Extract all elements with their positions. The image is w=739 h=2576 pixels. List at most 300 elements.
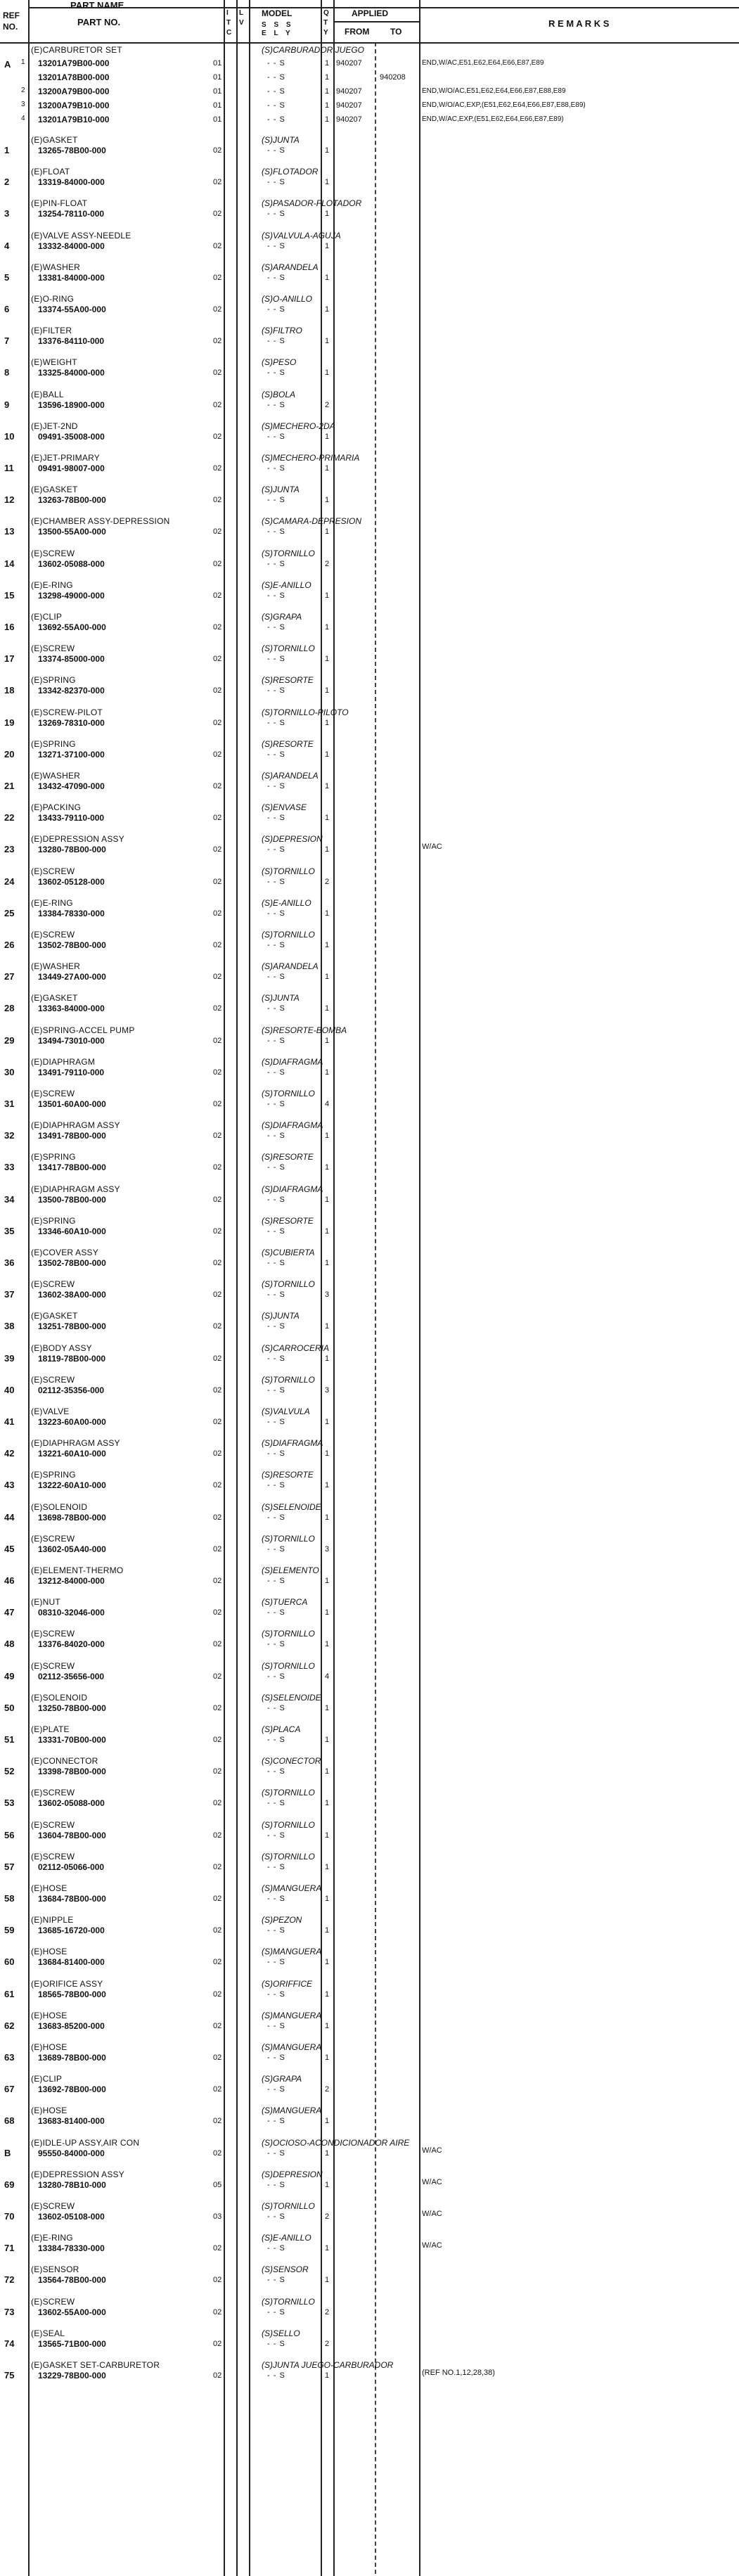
model-value: - - S: [267, 623, 285, 632]
table-row: [0, 2104, 739, 2134]
part-number: 13432-47090-000: [38, 781, 105, 791]
table-row: [0, 1564, 739, 1594]
model-value: - - S: [267, 1703, 285, 1712]
ref-number: 35: [4, 1225, 15, 1236]
table-row: [0, 1024, 739, 1053]
itc-value: 02: [213, 1989, 222, 1999]
itc-value: 01: [213, 87, 222, 96]
itc-value: 02: [213, 1226, 222, 1236]
spanish-name: (S)CUBIERTA: [262, 1248, 315, 1257]
qty-value: 1: [325, 718, 330, 727]
model-value: - - S: [267, 87, 285, 96]
itc-value: 02: [213, 2244, 222, 2253]
model-value: - - S: [267, 1577, 285, 1585]
spanish-name: (S)RESORTE: [262, 675, 314, 686]
part-name: (E)SPRING: [31, 1215, 76, 1226]
spanish-name: (S)ARANDELA: [262, 961, 319, 972]
part-name: (E)SPRING-ACCEL PUMP: [31, 1025, 135, 1035]
qty-value: 4: [325, 1100, 330, 1108]
table-row: [0, 2263, 739, 2293]
part-name: (E)SCREW: [31, 2296, 75, 2307]
itc-value: 02: [213, 1958, 222, 1967]
part-name: (E)DIAPHRAGM ASSY: [31, 1438, 120, 1449]
part-name: (E)SCREW: [31, 930, 75, 940]
spanish-name: (S)O-ANILLO: [262, 294, 313, 304]
table-row: [0, 674, 739, 703]
table-row: [0, 1850, 739, 1880]
part-number: 13602-05088-000: [38, 558, 105, 569]
spanish-name: (S)TORNILLO: [262, 1788, 315, 1798]
model-value: - - S: [267, 1672, 285, 1681]
spanish-name: (S)SELENOIDE: [262, 1501, 321, 1512]
table-row: [0, 2136, 739, 2166]
part-number: 08310-32046-000: [38, 1608, 105, 1618]
model-value: - - S: [267, 59, 285, 68]
part-number: 13374-85000-000: [38, 654, 105, 665]
model-value: - - S: [267, 1767, 285, 1776]
part-name: (E)SCREW: [31, 1660, 75, 1671]
table-row: [0, 134, 739, 163]
ref-number: 44: [4, 1511, 15, 1523]
itc-value: 02: [213, 210, 222, 219]
itc-value: 02: [213, 1036, 222, 1045]
part-number: 02112-35356-000: [38, 1385, 105, 1395]
itc-value: 02: [213, 655, 222, 664]
model-value: - - S: [267, 400, 285, 409]
ref-number: 33: [4, 1162, 15, 1173]
part-name: (E)ELEMENT-THERMO: [31, 1565, 124, 1575]
qty-value: 1: [325, 1004, 330, 1013]
itc-value: 02: [213, 718, 222, 727]
part-name: (E)FLOAT: [31, 167, 70, 177]
part-number: 18565-78B00-000: [38, 1989, 106, 1999]
ref-number: 8: [4, 367, 10, 378]
table-row: [0, 865, 739, 895]
ref-number: 73: [4, 2306, 15, 2317]
itc-value: 02: [213, 814, 222, 823]
applied-to: 940208: [380, 73, 406, 82]
ref-number: 9: [4, 399, 10, 410]
model-value: - - S: [267, 1926, 285, 1935]
table-row: [0, 1468, 739, 1498]
part-name-heading: PART NAME: [70, 0, 124, 11]
itc-value: 02: [213, 527, 222, 537]
model-value: - - S: [267, 941, 285, 949]
table-row: [0, 1691, 739, 1721]
carb-set-line: [0, 56, 739, 70]
model-value: - - S: [267, 1513, 285, 1522]
part-name: (E)SPRING: [31, 1470, 76, 1480]
itc-value: 02: [213, 1290, 222, 1300]
spanish-name: (S)ORIFFICE: [262, 1978, 312, 1989]
qty-value: 3: [325, 1385, 330, 1395]
table-row: [0, 1532, 739, 1562]
part-number: 13698-78B00-000: [38, 1512, 106, 1523]
qty-value: 1: [325, 369, 330, 378]
part-number: 13565-71B00-000: [38, 2338, 106, 2349]
qty-value: 3: [325, 1544, 330, 1553]
qty-value: 1: [325, 305, 330, 314]
spanish-name: (S)JUNTA: [262, 1311, 300, 1321]
table-row: [0, 1596, 739, 1625]
model-value: - - S: [267, 1831, 285, 1840]
part-number: 13200A79B00-000: [38, 86, 110, 96]
itc-heading: I T C: [226, 9, 232, 37]
qty-value: 1: [325, 2148, 330, 2158]
itc-value: 02: [213, 2339, 222, 2348]
part-number: 13280-78B10-000: [38, 2179, 106, 2190]
qty-value: 1: [325, 1163, 330, 1172]
qty-value: 1: [325, 623, 330, 632]
part-number: 13346-60A10-000: [38, 1226, 106, 1236]
part-number: 13689-78B00-000: [38, 2053, 106, 2063]
part-no-heading: PART NO.: [77, 17, 121, 27]
applied-from: 940207: [336, 115, 362, 124]
ref-number: 50: [4, 1702, 15, 1713]
spanish-name: (S)VALVULA: [262, 1406, 310, 1416]
ref-number: 25: [4, 907, 15, 918]
itc-value: 02: [213, 369, 222, 378]
itc-value: 02: [213, 2148, 222, 2158]
ref-number: 71: [4, 2243, 15, 2254]
ref-number: 39: [4, 1352, 15, 1364]
model-value: - - S: [267, 1163, 285, 1172]
spanish-name: (S)SENSOR: [262, 2264, 309, 2275]
ref-number: 53: [4, 1798, 15, 1809]
qty-value: 1: [325, 973, 330, 982]
part-number: 13331-70B00-000: [38, 1735, 106, 1745]
itc-value: 02: [213, 1672, 222, 1681]
qty-value: 1: [325, 2276, 330, 2285]
itc-value: 05: [213, 2180, 222, 2189]
part-name: (E)E-RING: [31, 897, 73, 908]
part-name: (E)PIN-FLOAT: [31, 198, 88, 209]
model-value: - - S: [267, 1862, 285, 1871]
part-number: 13449-27A00-000: [38, 972, 106, 982]
part-number: 13685-16720-000: [38, 1925, 105, 1936]
qty-value: 2: [325, 400, 330, 409]
part-number: 13502-78B00-000: [38, 940, 106, 950]
table-row: [0, 451, 739, 481]
itc-value: 02: [213, 2053, 222, 2062]
part-number: 13271-37100-000: [38, 749, 105, 760]
spanish-name: (S)TORNILLO: [262, 548, 315, 558]
table-row: [0, 1342, 739, 1371]
from-heading: FROM: [345, 27, 370, 37]
qty-value: 1: [325, 1703, 330, 1712]
table-row: [0, 420, 739, 449]
part-number: 13602-05088-000: [38, 1798, 105, 1809]
model-heading: MODEL: [262, 8, 293, 18]
itc-value: 02: [213, 1385, 222, 1395]
qty-value: 1: [325, 814, 330, 823]
ref-number: 72: [4, 2274, 15, 2286]
itc-value: 02: [213, 1895, 222, 1903]
itc-value: 02: [213, 623, 222, 632]
itc-value: 02: [213, 1577, 222, 1585]
model-value: - - S: [267, 1290, 285, 1300]
qty-value: 1: [325, 273, 330, 282]
qty-value: 1: [325, 241, 330, 250]
part-name: (E)SCREW: [31, 643, 75, 654]
part-number: 13265-78B00-000: [38, 146, 106, 155]
ref-number: 29: [4, 1034, 15, 1046]
table-row: [0, 1819, 739, 1848]
part-number: 13325-84000-000: [38, 368, 105, 378]
model-value: - - S: [267, 1799, 285, 1808]
itc-value: 03: [213, 2212, 222, 2221]
spanish-name: (S)MECHERO-2DA: [262, 421, 335, 431]
part-number: 13491-78B00-000: [38, 1131, 106, 1141]
model-value: - - S: [267, 591, 285, 600]
remarks-value: W/AC: [422, 2177, 442, 2186]
itc-value: 02: [213, 1640, 222, 1649]
ref-number: 49: [4, 1670, 15, 1681]
part-name: (E)SPRING: [31, 1152, 76, 1162]
model-value: - - S: [267, 1608, 285, 1617]
spanish-name: (S)DIAFRAGMA: [262, 1184, 323, 1194]
carb-set-spanish: (S)CARBURADOR JUEGO: [262, 45, 365, 55]
ref-number: 57: [4, 1861, 15, 1872]
ref-number: 6: [4, 304, 10, 314]
model-value: - - S: [267, 241, 285, 250]
table-row: [0, 2295, 739, 2325]
spanish-name: (S)SELENOIDE: [262, 1692, 321, 1703]
itc-value: 02: [213, 591, 222, 600]
model-value: - - S: [267, 1036, 285, 1045]
qty-value: 1: [325, 2371, 330, 2380]
part-name: (E)SOLENOID: [31, 1501, 88, 1512]
table-row: [0, 738, 739, 767]
qty-value: 1: [325, 115, 330, 124]
ref-number: 75: [4, 2370, 15, 2380]
remarks-heading: R E M A R K S: [548, 18, 610, 29]
model-value: - - S: [267, 527, 285, 537]
model-value: - - S: [267, 750, 285, 759]
qty-value: 1: [325, 1608, 330, 1617]
itc-value: 01: [213, 59, 222, 68]
qty-value: 2: [325, 877, 330, 886]
model-value: - - S: [267, 1989, 285, 1999]
model-value: - - S: [267, 369, 285, 378]
remarks-value: W/AC: [422, 842, 442, 852]
qty-value: 1: [325, 750, 330, 759]
part-number: 13201A79B10-000: [38, 115, 110, 124]
qty-value: 1: [325, 73, 330, 82]
itc-value: 02: [213, 1354, 222, 1363]
qty-value: 1: [325, 941, 330, 949]
ref-number: 46: [4, 1575, 15, 1586]
part-name: (E)CHAMBER ASSY-DEPRESSION: [31, 516, 170, 527]
part-name: (E)HOSE: [31, 2106, 68, 2116]
part-name: (E)COVER ASSY: [31, 1248, 98, 1257]
ref-number: 20: [4, 748, 15, 760]
qty-value: 1: [325, 1895, 330, 1903]
qty-value: 1: [325, 591, 330, 600]
spanish-name: (S)CAMARA-DEPRESION: [262, 516, 362, 527]
part-name: (E)CONNECTOR: [31, 1756, 98, 1767]
part-number: 13602-55A00-000: [38, 2307, 106, 2317]
itc-value: 02: [213, 1163, 222, 1172]
spanish-name: (S)TORNILLO: [262, 1533, 315, 1544]
qty-value: 1: [325, 1767, 330, 1776]
spanish-name: (S)TORNILLO: [262, 930, 315, 940]
ref-number: 7: [4, 335, 10, 347]
model-value: - - S: [267, 2371, 285, 2380]
part-name: (E)SOLENOID: [31, 1692, 88, 1703]
qty-value: 1: [325, 1513, 330, 1522]
carb-set-name: (E)CARBURETOR SET: [31, 45, 122, 55]
part-number: 95550-84000-000: [38, 2148, 105, 2158]
part-name: (E)SCREW: [31, 2201, 75, 2211]
itc-value: 02: [213, 241, 222, 250]
itc-value: 02: [213, 146, 222, 155]
model-value: - - S: [267, 464, 285, 473]
part-number: 13683-81400-000: [38, 2116, 105, 2127]
itc-value: 02: [213, 1195, 222, 1204]
qty-value: 1: [325, 178, 330, 187]
remarks-value: W/AC: [422, 2241, 442, 2250]
spanish-name: (S)E-ANILLO: [262, 2233, 311, 2243]
table-row: [0, 2009, 739, 2039]
model-value: - - S: [267, 1418, 285, 1426]
model-value: - - S: [267, 73, 285, 82]
qty-value: 1: [325, 1068, 330, 1077]
spanish-name: (S)PESO: [262, 357, 297, 368]
spanish-name: (S)DEPRESION: [262, 2169, 323, 2179]
qty-value: 1: [325, 1736, 330, 1744]
spanish-name: (S)GRAPA: [262, 2074, 302, 2084]
qty-value: 1: [325, 1449, 330, 1459]
spanish-name: (S)TORNILLO: [262, 2296, 315, 2307]
table-row: [0, 1723, 739, 1752]
model-value: - - S: [267, 146, 285, 155]
ref-number: 42: [4, 1448, 15, 1459]
table-row: [0, 1882, 739, 1911]
applied-from: 940207: [336, 59, 362, 68]
remarks-value: (REF NO.1,12,28,38): [422, 2369, 495, 2377]
spanish-name: (S)CONECTOR: [262, 1756, 321, 1767]
part-number: 13596-18900-000: [38, 399, 105, 410]
carb-set-line: [0, 98, 739, 113]
itc-value: 02: [213, 1132, 222, 1141]
spanish-name: (S)TORNILLO: [262, 1629, 315, 1639]
spanish-name: (S)JUNTA: [262, 135, 300, 145]
model-value: - - S: [267, 1354, 285, 1363]
qty-value: 1: [325, 101, 330, 110]
itc-value: 02: [213, 1926, 222, 1935]
remarks-value: END,W/AC,E51,E62,E64,E66,E87,E89: [422, 59, 544, 67]
part-number: 13254-78110-000: [38, 209, 105, 219]
spanish-name: (S)JUNTA: [262, 993, 300, 1004]
applied-rule: [333, 21, 419, 23]
qty-value: 1: [325, 655, 330, 664]
spanish-name: (S)ELEMENTO: [262, 1565, 319, 1575]
part-name: (E)DEPRESSION ASSY: [31, 834, 124, 845]
ref-number: 70: [4, 2211, 15, 2222]
ref-number: 59: [4, 1925, 15, 1936]
spanish-name: (S)TORNILLO: [262, 866, 315, 876]
itc-value: 02: [213, 432, 222, 441]
qty-value: 1: [325, 337, 330, 346]
part-name: (E)WASHER: [31, 961, 81, 972]
applied-from: 940207: [336, 101, 362, 110]
part-number: 13491-79110-000: [38, 1067, 105, 1077]
qty-value: 1: [325, 1989, 330, 1999]
part-number: 13384-78330-000: [38, 908, 105, 918]
carb-set-ref: A: [4, 59, 11, 70]
itc-value: 02: [213, 2085, 222, 2094]
part-name: (E)JET-PRIMARY: [31, 453, 100, 463]
table-row: [0, 1309, 739, 1339]
spanish-name: (S)TORNILLO-PILOTO: [262, 707, 349, 717]
spanish-name: (S)TORNILLO: [262, 1089, 315, 1098]
qty-value: 1: [325, 909, 330, 918]
ref-number: 67: [4, 2084, 15, 2095]
ref-number: 41: [4, 1416, 15, 1427]
part-number: 09491-98007-000: [38, 463, 105, 473]
itc-value: 02: [213, 1608, 222, 1617]
table-row: [0, 706, 739, 736]
part-number: 13263-78B00-000: [38, 495, 106, 506]
itc-value: 01: [213, 73, 222, 82]
table-row: [0, 1056, 739, 1085]
part-number: 13221-60A10-000: [38, 1449, 106, 1459]
remarks-value: END,W/O/AC,EXP,(E51,E62,E64,E66,E87,E88,E89): [422, 101, 586, 109]
table-row: [0, 579, 739, 608]
model-value: - - S: [267, 2053, 285, 2062]
spanish-name: (S)TORNILLO: [262, 1374, 315, 1385]
itc-value: 02: [213, 178, 222, 187]
part-number: 13212-84000-000: [38, 1576, 105, 1586]
part-name: (E)SENSOR: [31, 2264, 79, 2275]
model-value: - - S: [267, 877, 285, 886]
itc-value: 02: [213, 782, 222, 790]
spanish-name: (S)RESORTE: [262, 1152, 314, 1162]
ref-number: 68: [4, 2115, 15, 2127]
spanish-name: (S)TUERCA: [262, 1597, 308, 1608]
spanish-name: (S)BOLA: [262, 389, 296, 399]
itc-value: 02: [213, 2276, 222, 2285]
part-name: (E)SCREW: [31, 1533, 75, 1544]
table-row: [0, 801, 739, 831]
qty-value: 1: [325, 2021, 330, 2030]
qty-value: 1: [325, 1799, 330, 1808]
part-number: 13501-60A00-000: [38, 1099, 106, 1109]
part-number: 13298-49000-000: [38, 590, 105, 601]
part-name: (E)DIAPHRAGM: [31, 1056, 96, 1067]
remarks-value: END,W/O/AC,E51,E62,E64,E66,E87,E88,E89: [422, 87, 566, 95]
table-row: [0, 960, 739, 989]
part-name: (E)BODY ASSY: [31, 1343, 92, 1353]
table-row: [0, 1627, 739, 1657]
part-name: (E)SCREW: [31, 1788, 75, 1798]
itc-value: 01: [213, 101, 222, 110]
ref-number: 2: [4, 177, 10, 188]
ref-number: 18: [4, 685, 15, 696]
part-number: 13319-84000-000: [38, 177, 105, 188]
qty-value: 2: [325, 559, 330, 568]
spanish-name: (S)RESORTE: [262, 738, 314, 749]
itc-value: 02: [213, 464, 222, 473]
model-value: - - S: [267, 814, 285, 823]
table-row: [0, 229, 739, 259]
model-value: - - S: [267, 1544, 285, 1553]
ref-number: 27: [4, 971, 15, 982]
part-name: (E)DIAPHRAGM ASSY: [31, 1120, 120, 1131]
spanish-name: (S)TORNILLO: [262, 1660, 315, 1671]
spanish-name: (S)DEPRESION: [262, 834, 323, 845]
